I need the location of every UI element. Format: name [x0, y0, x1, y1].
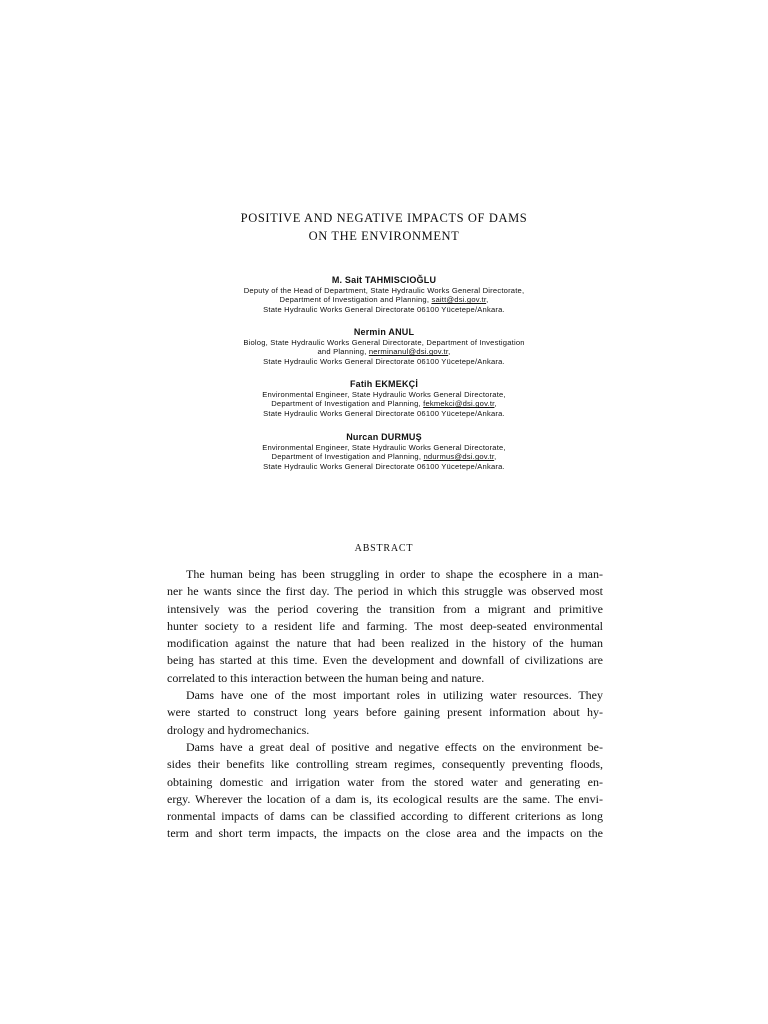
affiliation-text: Department of Investigation and Planning, [271, 452, 424, 462]
author-email-link[interactable]: saitt@dsi.gov.tr [431, 295, 487, 305]
affiliation-text: , [448, 347, 451, 357]
author-email-link[interactable]: nerminanul@dsi.gov.tr [368, 347, 449, 357]
author-affiliation [150, 347, 618, 356]
abstract-line: Dams have one of the most important roles in utilizing water resources. They [186, 688, 603, 703]
author-affiliation: Environmental Engineer, State Hydraulic Works General Directorate, [262, 390, 506, 399]
author-address: State Hydraulic Works General Directorate 06100 Yücetepe/Ankara. [263, 461, 505, 471]
affiliation-text: , [494, 399, 497, 409]
author-address: State Hydraulic Works General Directorate 06100 Yücetepe/Ankara. [263, 356, 505, 366]
abstract-line: correlated to this interaction between the human being and nature. [167, 670, 485, 685]
author-name: Nermin ANUL [353, 327, 415, 337]
author-block [150, 274, 618, 314]
affiliation-text: Department of Investigation and Planning, [271, 399, 424, 409]
author-email-link[interactable]: ndurmus@dsi.gov.tr [423, 452, 495, 462]
author-affiliation [150, 399, 618, 408]
author-affiliation: Biolog, State Hydraulic Works General Directorate, Department of Investigation [243, 338, 525, 347]
author-affiliation: Environmental Engineer, State Hydraulic Works General Directorate, [262, 443, 506, 452]
paper-title-line-1: POSITIVE AND NEGATIVE IMPACTS OF DAMS [240, 211, 528, 225]
abstract-line: obtaining domestic and irrigation water from the stored water and generating en- [167, 774, 603, 789]
paper-title-line-2: ON THE ENVIRONMENT [308, 229, 460, 243]
author-block [150, 378, 618, 418]
author-block [150, 326, 618, 366]
abstract-line: sides their benefits like controlling stream regimes, consequently preventing floods, [167, 757, 603, 772]
affiliation-text: , [494, 452, 497, 462]
abstract-line: were started to construct long years before gaining present information about hy- [167, 705, 603, 720]
author-block [150, 431, 618, 471]
abstract-heading: ABSTRACT [354, 543, 414, 554]
author-affiliation: Deputy of the Head of Department, State Hydraulic Works General Directorate, [243, 286, 525, 295]
author-name: Fatih EKMEKÇİ [349, 379, 419, 389]
abstract-line: term and short term impacts, the impacts on the close area and the impacts on the [167, 826, 603, 841]
affiliation-text: , [486, 295, 489, 305]
abstract-line: intensively was the period covering the transition from a migrant and primitive [167, 601, 603, 616]
abstract-line: modification against the nature that had been realized in the history of the human [167, 636, 603, 651]
author-affiliation [150, 452, 618, 461]
abstract-line: ronmental impacts of dams can be classified according to different criterions as long [167, 809, 603, 824]
abstract-body [167, 566, 603, 843]
author-email-link[interactable]: fekmekci@dsi.gov.tr [423, 399, 495, 409]
author-affiliation [150, 295, 618, 304]
author-name: M. Sait TAHMISCIOĞLU [331, 275, 437, 285]
affiliation-text: and Planning, [317, 347, 369, 357]
author-address: State Hydraulic Works General Directorate 06100 Yücetepe/Ankara. [263, 408, 505, 418]
abstract-line: ner he wants since the first day. The period in which this struggle was observed most [167, 584, 603, 599]
abstract-line: The human being has been struggling in order to shape the ecosphere in a man- [186, 567, 603, 581]
author-name: Nurcan DURMUŞ [346, 432, 422, 442]
abstract-line: drology and hydromechanics. [167, 722, 310, 737]
abstract-line: hunter society to a resident life and farming. The most deep-seated environmental [167, 618, 603, 633]
abstract-line: Dams have a great deal of positive and negative effects on the environment be- [186, 739, 603, 754]
abstract-line: being has started at this time. Even the development and downfall of civilizations are [167, 653, 603, 668]
author-address: State Hydraulic Works General Directorate 06100 Yücetepe/Ankara. [263, 304, 505, 314]
abstract-line: ergy. Wherever the location of a dam is, its ecological results are the same. The envi- [167, 791, 603, 806]
affiliation-text: Department of Investigation and Planning, [279, 295, 432, 305]
